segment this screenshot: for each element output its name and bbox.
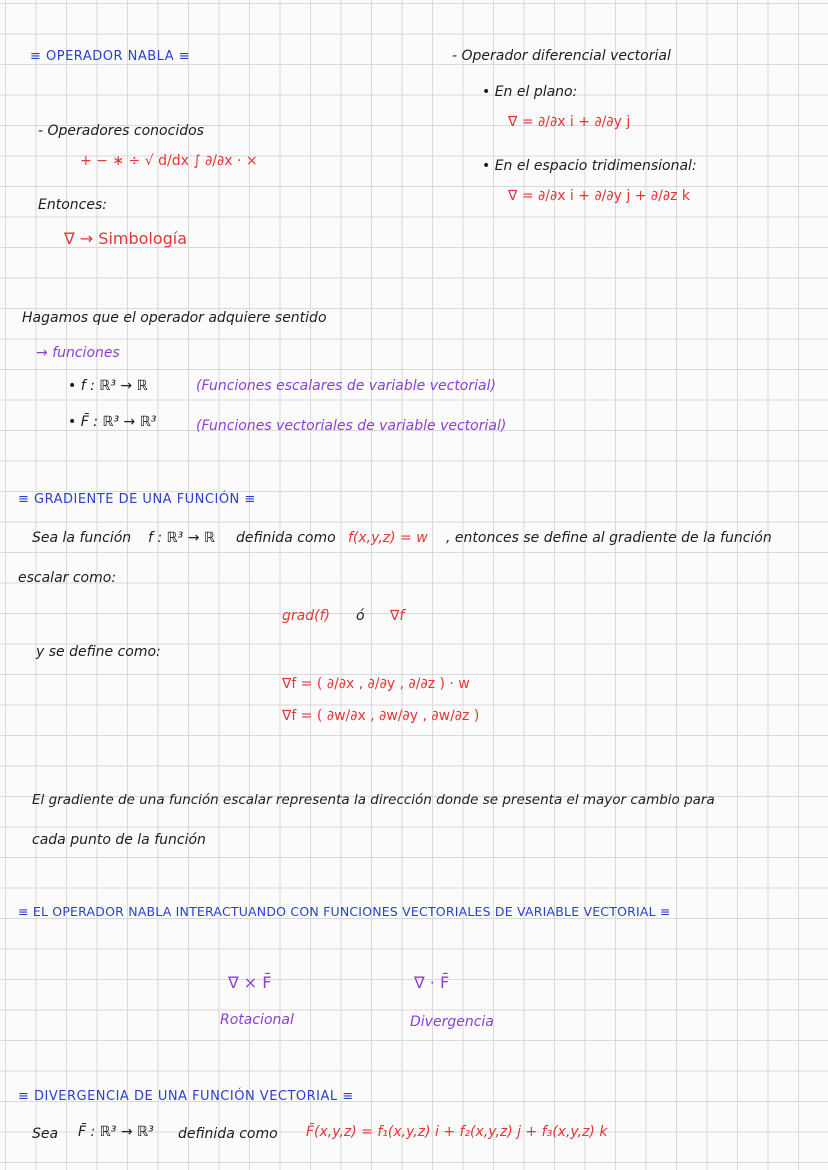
gradiente-formula-2: ∇f = ( ∂w/∂x , ∂w/∂y , ∂w/∂z ) xyxy=(282,708,480,724)
f-definition: f(x,y,z) = w xyxy=(348,530,428,546)
rotacional-symbol: ∇ × F̄ xyxy=(228,973,272,992)
funciones-label: → funciones xyxy=(36,345,120,361)
divergencia-title: ≡ DIVERGENCIA DE UNA FUNCIÓN VECTORIAL ≡ xyxy=(18,1089,354,1104)
divergencia-label: Divergencia xyxy=(410,1014,494,1030)
entonces-definicion: , entonces se define al gradiente de la función xyxy=(446,530,772,546)
nabla-f-notation: ∇f xyxy=(390,608,405,624)
en-el-espacio-label: • En el espacio tridimensional: xyxy=(482,158,697,174)
gradiente-formula-1: ∇f = ( ∂/∂x , ∂/∂y , ∂/∂z ) · w xyxy=(282,676,470,692)
escalar-desc: (Funciones escalares de variable vectorial) xyxy=(196,378,496,394)
simbologia-label: ∇ → Simbología xyxy=(64,229,188,248)
sea-la-funcion-label: Sea la función xyxy=(32,530,132,546)
plano-formula: ∇ = ∂/∂x i + ∂/∂y j xyxy=(508,114,631,130)
nabla-title: ≡ OPERADOR NABLA ≡ xyxy=(30,49,191,64)
divergencia-sea-label: Sea xyxy=(32,1126,59,1142)
y-se-define-label: y se define como: xyxy=(36,644,161,660)
entonces-label: Entonces: xyxy=(38,197,107,213)
gradiente-title: ≡ GRADIENTE DE UNA FUNCIÓN ≡ xyxy=(18,492,256,507)
sentido-intro: Hagamos que el operador adquiere sentido xyxy=(22,310,327,326)
o-label: ó xyxy=(356,608,365,624)
escalar-como-label: escalar como: xyxy=(18,570,117,586)
divergencia-symbol: ∇ · F̄ xyxy=(414,973,450,992)
espacio-formula: ∇ = ∂/∂x i + ∂/∂y j + ∂/∂z k xyxy=(508,188,690,204)
operadores-label: - Operadores conocidos xyxy=(38,123,204,139)
divergencia-map: F̄ : ℝ³ → ℝ³ xyxy=(78,1124,154,1140)
rotacional-label: Rotacional xyxy=(220,1012,294,1028)
en-el-plano-label: • En el plano: xyxy=(482,84,578,100)
grad-notation: grad(f) xyxy=(282,608,330,624)
divergencia-definida-label: definida como xyxy=(178,1126,278,1142)
escalar-map: • f : ℝ³ → ℝ xyxy=(68,378,148,394)
vectorial-desc: (Funciones vectoriales de variable vectorial) xyxy=(196,418,507,434)
operador-diferencial-label: - Operador diferencial vectorial xyxy=(452,48,671,64)
definida-como-label: definida como xyxy=(236,530,336,546)
divergencia-f-definition: F̄(x,y,z) = f₁(x,y,z) i + f₂(x,y,z) j + f₃(x,y,z) k xyxy=(306,1124,608,1140)
gradiente-map: f : ℝ³ → ℝ xyxy=(148,530,215,546)
gradiente-conclusion-2: cada punto de la función xyxy=(32,832,206,848)
gradiente-conclusion-1: El gradiente de una función escalar representa la dirección donde se presenta el mayor cambio para xyxy=(32,792,715,808)
operadores-list: + − ∗ ÷ √ d/dx ∫ ∂/∂x · × xyxy=(80,153,258,169)
interactuando-title: ≡ EL OPERADOR NABLA INTERACTUANDO CON FUNCIONES VECTORIALES DE VARIABLE VECTORIAL ≡ xyxy=(18,904,671,919)
vectorial-map: • F̄ : ℝ³ → ℝ³ xyxy=(68,414,157,430)
